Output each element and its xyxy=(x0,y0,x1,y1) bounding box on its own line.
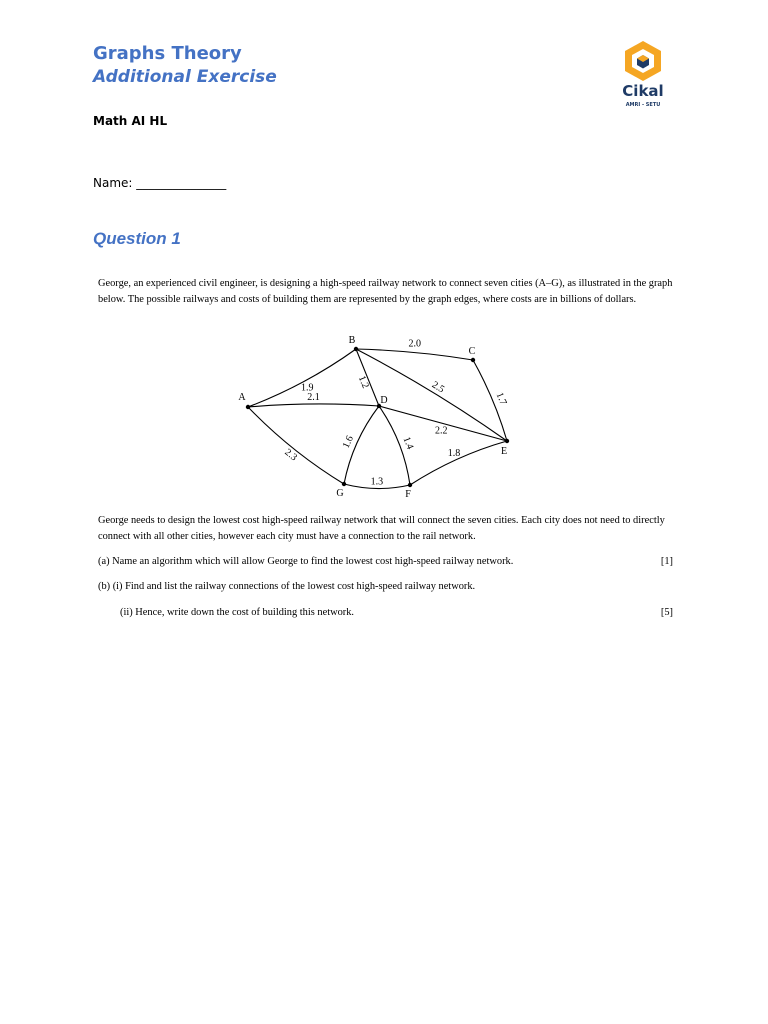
vertex-C xyxy=(471,358,475,362)
part-a xyxy=(98,556,673,567)
part-b-i-text: (b) (i) Find and list the railway connections of the lowest cost high-speed railway network. xyxy=(98,581,476,592)
edge-weight-G-F: 1.3 xyxy=(370,476,384,488)
edge-weight-A-B: 1.9 xyxy=(300,382,314,394)
edge-A-B xyxy=(248,349,356,407)
vertex-B xyxy=(354,347,358,351)
edge-weight-D-G: 1.6 xyxy=(340,434,356,451)
vertex-F xyxy=(408,483,412,487)
cikal-logo xyxy=(612,40,674,115)
edge-weight-B-C: 2.0 xyxy=(408,338,421,350)
document-subtitle: Additional Exercise xyxy=(93,67,277,87)
edge-B-E xyxy=(356,349,507,441)
edge-weight-B-D: 1.2 xyxy=(355,374,371,391)
logo-brand: Cikal xyxy=(622,82,664,100)
question-heading: Question 1 xyxy=(93,229,181,248)
edge-weight-D-E: 2.2 xyxy=(434,425,448,437)
name-field: Name: _______________ xyxy=(93,176,227,190)
edge-weight-C-E: 1.7 xyxy=(493,390,509,407)
vertex-label-C: C xyxy=(468,346,476,357)
edge-A-G xyxy=(248,407,344,484)
vertex-label-B: B xyxy=(348,335,356,346)
part-b-ii-marks: [5] xyxy=(660,607,673,618)
part-b-ii-text: (ii) Hence, write down the cost of building this network. xyxy=(120,607,355,618)
railway-graph xyxy=(230,332,530,502)
part-a-marks: [1] xyxy=(660,556,673,567)
question-requirement: George needs to design the lowest cost high-speed railway network that will connect the seven cities. Each city does not need to directly connect with all other cities, however each city must have a connection to the rail network. xyxy=(98,515,665,542)
logo-tagline: AMRI - SETU xyxy=(625,102,661,108)
edge-weight-F-E: 1.8 xyxy=(447,448,461,459)
part-a-text: (a) Name an algorithm which will allow George to find the lowest cost high-speed railway network. xyxy=(98,556,514,567)
vertex-label-G: G xyxy=(336,488,344,499)
course-label: Math AI HL xyxy=(93,114,168,128)
vertex-E xyxy=(505,439,509,443)
logo-hexagon-icon xyxy=(612,40,674,82)
edge-weight-A-G: 2.3 xyxy=(282,446,299,464)
part-b-ii xyxy=(120,607,673,618)
vertex-label-D: D xyxy=(380,395,388,406)
vertex-label-E: E xyxy=(500,446,508,457)
question-intro: George, an experienced civil engineer, is designing a high-speed railway network to connect seven cities (A–G), as illustrated in the graph below. The possible railways and costs of building them are represented by the graph edges, where costs are in billions of dollars. xyxy=(98,278,673,305)
edge-weight-D-F: 1.4 xyxy=(400,435,416,452)
vertex-label-A: A xyxy=(238,392,246,403)
edge-weight-B-E: 2.5 xyxy=(429,379,447,396)
vertex-G xyxy=(342,482,346,486)
vertex-label-F: F xyxy=(405,489,411,500)
document-title: Graphs Theory xyxy=(93,43,242,64)
edge-A-D xyxy=(248,404,379,407)
part-b-i xyxy=(98,581,673,592)
edge-weight-A-D: 2.1 xyxy=(307,392,320,403)
vertex-A xyxy=(246,405,250,409)
